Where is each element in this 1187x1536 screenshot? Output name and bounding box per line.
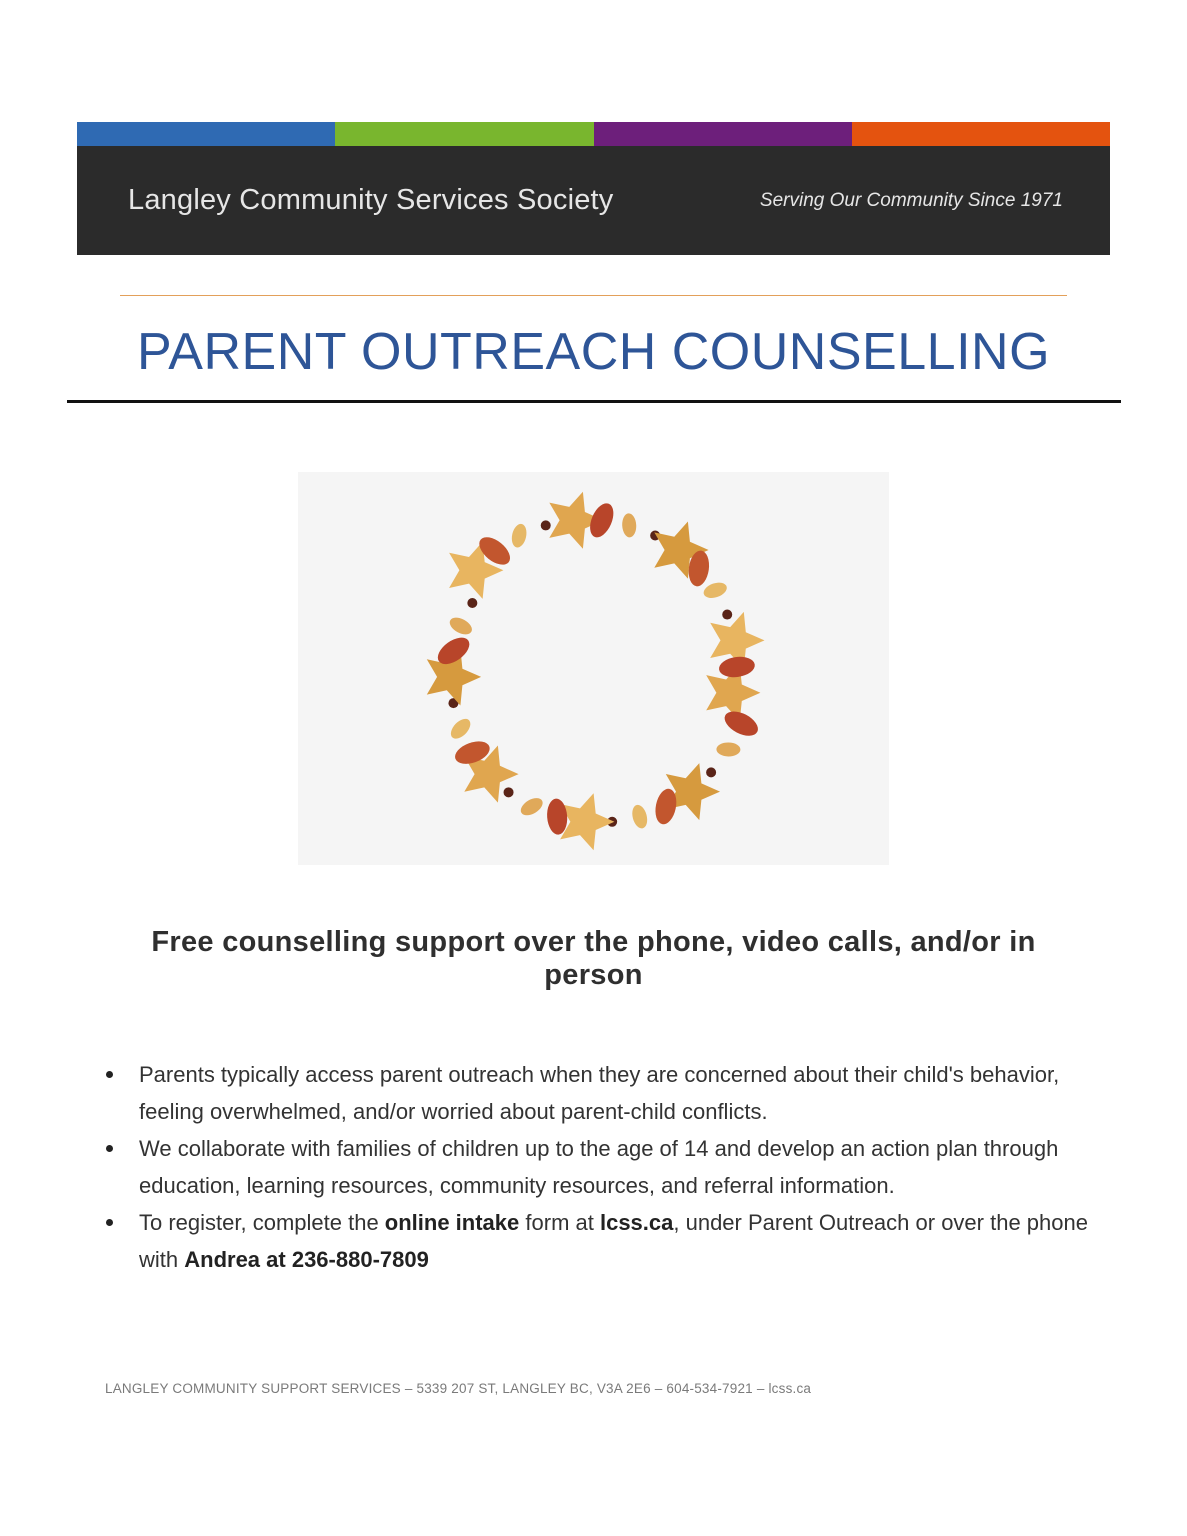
leaf-shape (546, 798, 569, 835)
color-stripe-green (335, 122, 593, 146)
subheading: Free counselling support over the phone, video calls, and/or in person (151, 926, 1036, 991)
org-name: Langley Community Services Society (128, 184, 614, 216)
maple-leaf-shape (560, 793, 614, 850)
list-item (100, 1130, 1120, 1204)
list-item (100, 1204, 1120, 1278)
autumn-leaf-wreath-photo (298, 472, 889, 865)
list-item-text: , under Parent Outreach or over the phone with (139, 1210, 1088, 1272)
leaf-shape (447, 715, 474, 742)
bullet-icon (106, 1219, 113, 1226)
title-underline (67, 400, 1121, 403)
list-item-text: We collaborate with families of children up to the age of 14 and develop an action plan through education, learning resources, community resources, and referral information. (139, 1136, 1059, 1198)
berry-shape (722, 610, 732, 620)
bullet-icon (106, 1145, 113, 1152)
leaf-shape (718, 655, 756, 680)
berry-shape (467, 598, 477, 608)
berry-shape (504, 787, 514, 797)
leaf-wreath-illustration (298, 472, 889, 865)
footer-address: LANGLEY COMMUNITY SUPPORT SERVICES – 5339 207 ST, LANGLEY BC, V3A 2E6 – 604-534-7921 – lcss.ca (105, 1381, 812, 1396)
online-intake-label: online intake (384, 1210, 520, 1235)
header-band (77, 146, 1110, 255)
berry-shape (706, 767, 716, 777)
info-list (100, 1056, 1120, 1278)
bullet-icon (106, 1071, 113, 1078)
color-stripe-blue (77, 122, 335, 146)
list-item (100, 1056, 1120, 1130)
leaf-shape (510, 522, 529, 548)
list-item-text: form at (519, 1210, 600, 1235)
tagline: Serving Our Community Since 1971 (759, 190, 1063, 211)
leaf-shape (622, 513, 637, 538)
page-title: PARENT OUTREACH COUNSELLING (136, 323, 1051, 381)
leaf-shape (518, 795, 546, 819)
color-stripe-purple (594, 122, 852, 146)
contact-phone: Andrea at 236-880-7809 (184, 1247, 429, 1272)
list-item-text: To register, complete the (139, 1210, 385, 1235)
color-stripe-orange (852, 122, 1110, 146)
leaf-shape (716, 742, 740, 756)
list-item-text: Parents typically access parent outreach when they are concerned about their child's behavior, feeling overwhelmed, and/or worried about parent-child conflicts. (139, 1062, 1060, 1124)
orange-divider (120, 295, 1067, 296)
header-color-bar (77, 122, 1110, 146)
leaf-shape (447, 614, 475, 638)
leaf-shape (630, 803, 650, 830)
berry-shape (541, 520, 551, 530)
leaf-shape (653, 787, 680, 826)
leaf-shape (721, 706, 762, 740)
leaf-shape (702, 580, 729, 601)
website-link[interactable]: lcss.ca (599, 1210, 674, 1235)
